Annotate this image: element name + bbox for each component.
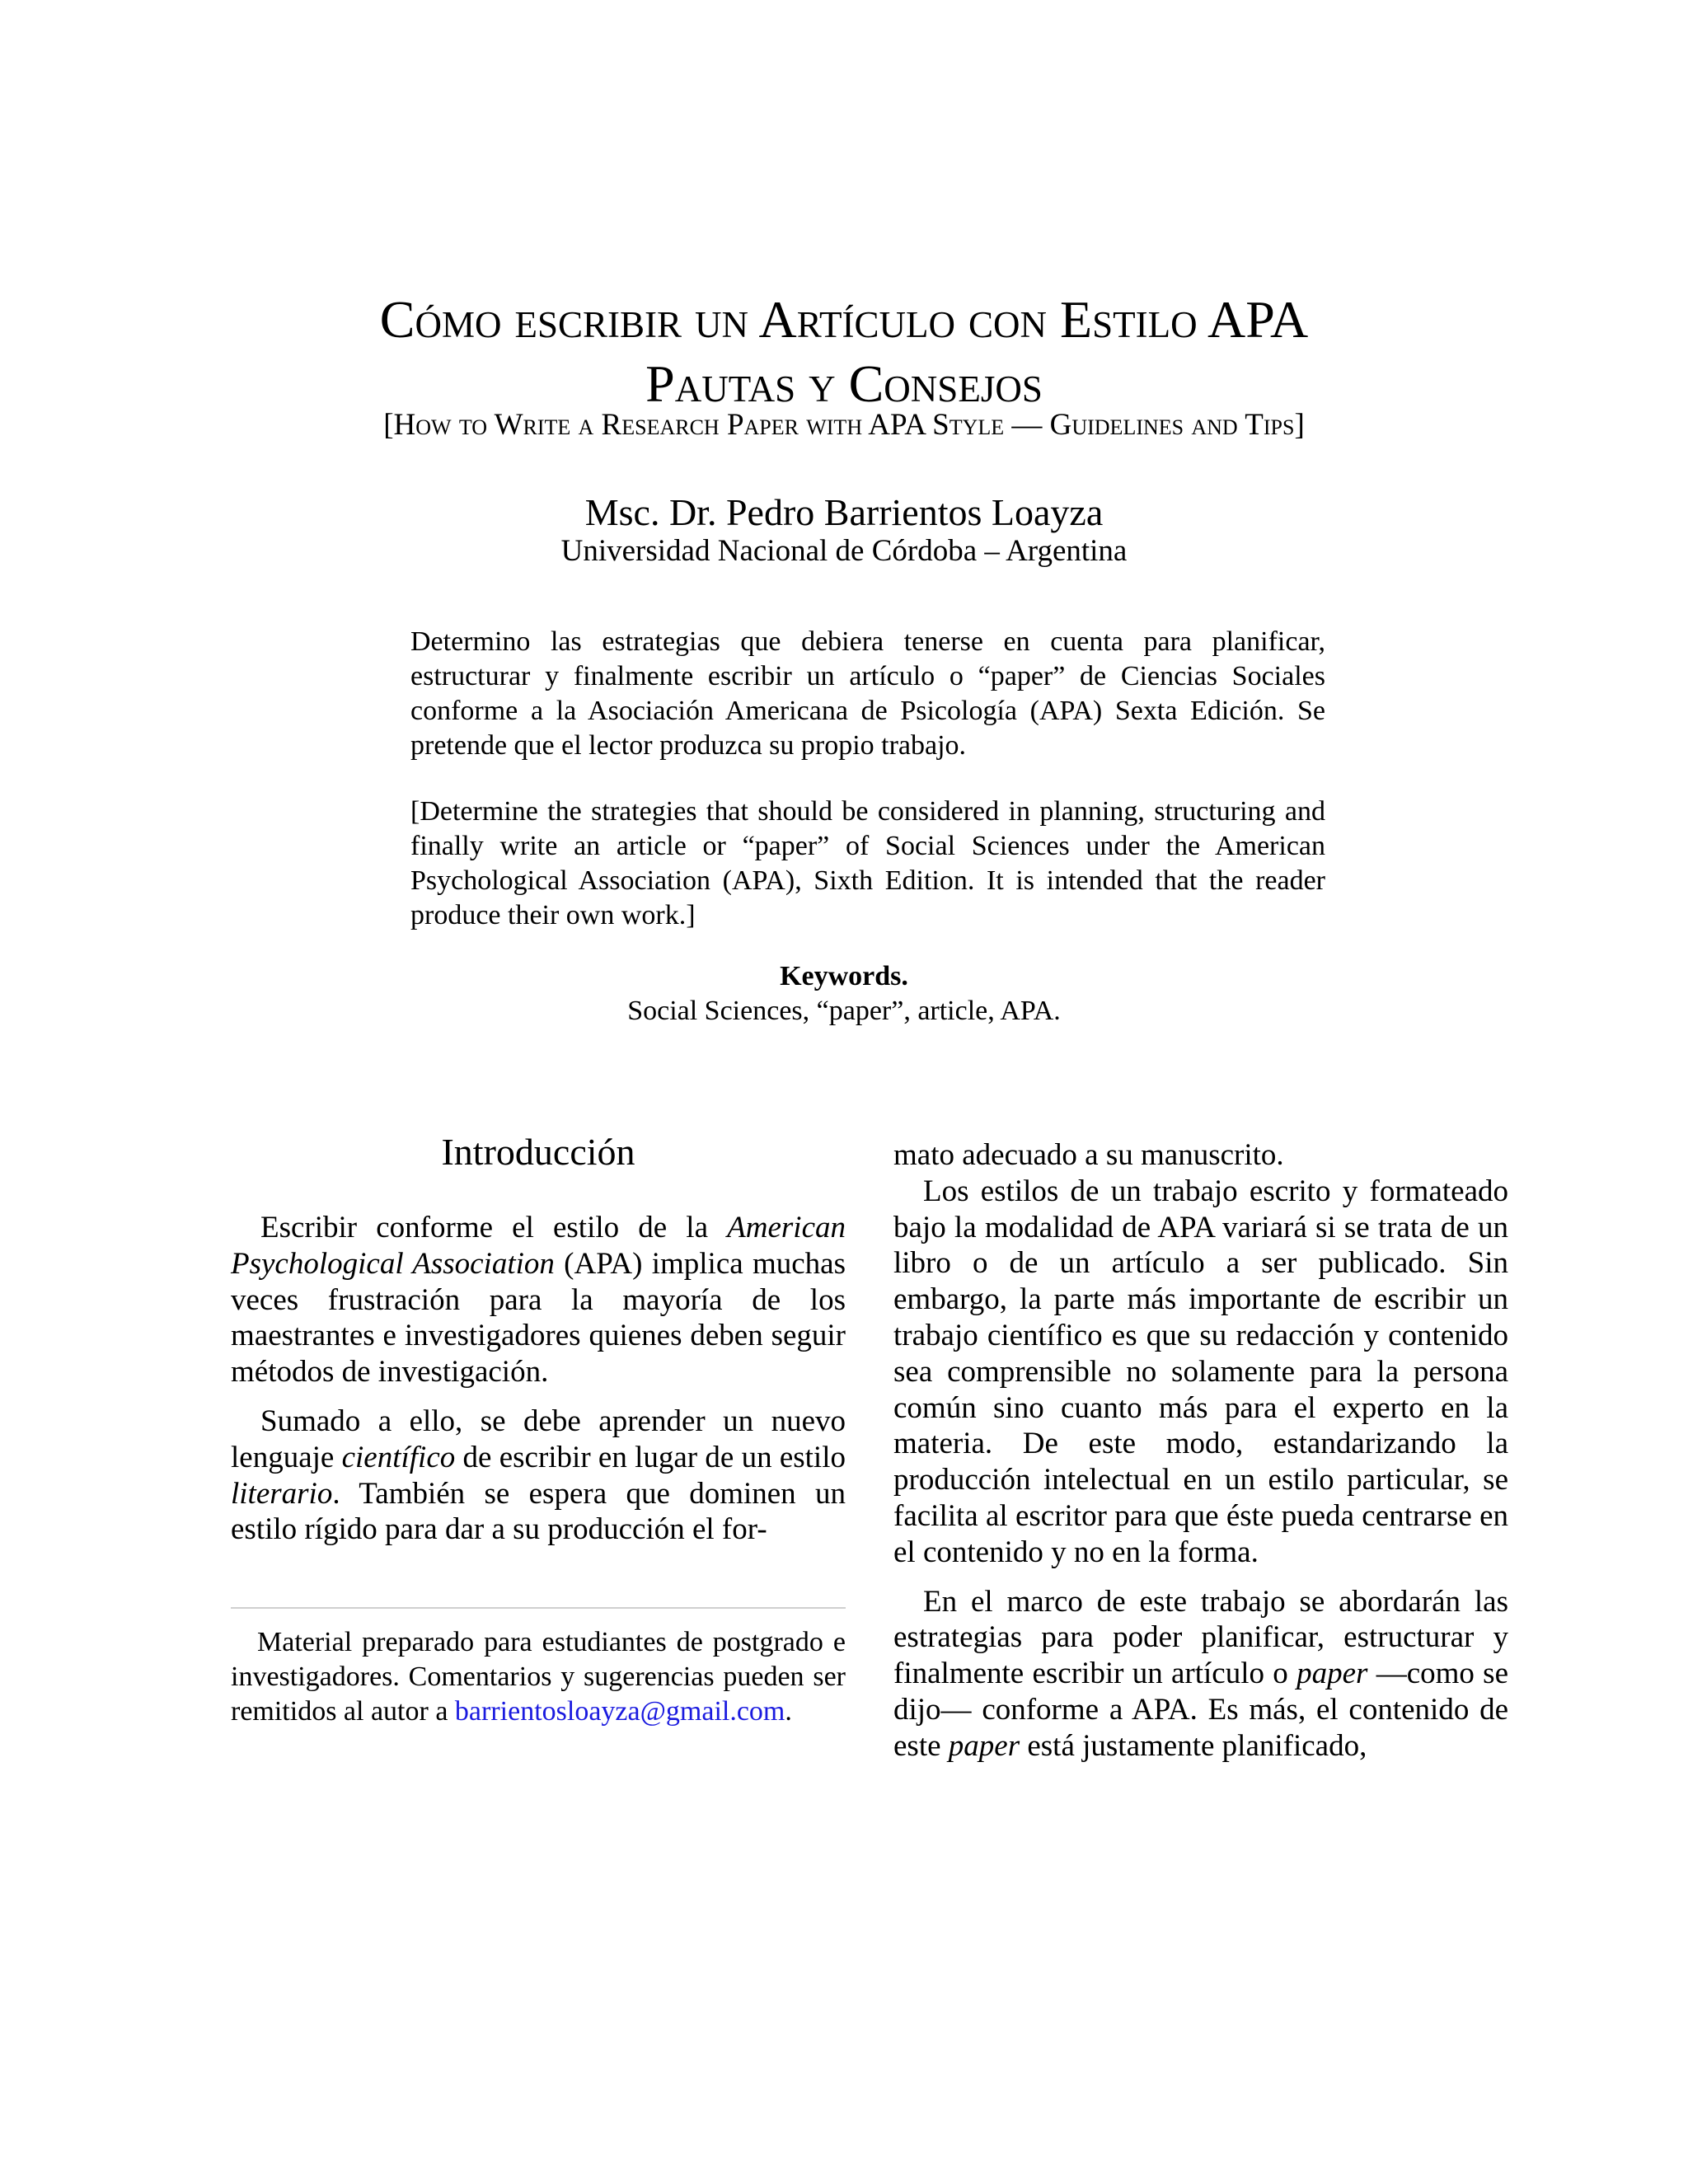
abstract-spanish: Determino las estrategias que debiera tenerse en cuenta para planificar, estructurar y finalmente escribir un artículo o “paper” de Ciencias Sociales conforme a la Asociación Americana de Psicología (APA) Sexta Edición. Se pretende que el lector produzca su propio trabajo. bbox=[410, 626, 1325, 761]
footnote-rule bbox=[231, 1607, 846, 1609]
footnote-end: . bbox=[785, 1696, 792, 1727]
text-run: (APA) implica muchas veces frustración para la mayoría de los maestrantes e investigadores quienes deben seguir métodos de investigación. bbox=[231, 1246, 846, 1390]
text-run: de escribir en lugar de un estilo bbox=[455, 1440, 846, 1474]
intro-paragraph-2 bbox=[231, 1404, 846, 1548]
italic-run: paper bbox=[1296, 1657, 1368, 1691]
author-affiliation: Universidad Nacional de Córdoba – Argentina bbox=[560, 534, 1128, 568]
text-run: En el marco de este trabajo se abordarán las estrategias para poder planificar, estructurar y finalmente escribir un artículo o bbox=[893, 1584, 1508, 1691]
text-run: Escribir conforme el estilo de la bbox=[260, 1211, 728, 1244]
paper-title: Cómo escribir un Artículo con Estilo APA bbox=[379, 290, 1309, 349]
intro-paragraph-4 bbox=[893, 1584, 1508, 1765]
footnote-text: Material preparado para estudiantes de postgrado e investigadores. Comentarios y sugerencias pueden ser remitidos al autor a bbox=[231, 1627, 846, 1727]
author-email-link[interactable]: barrientosloayza@gmail.com bbox=[454, 1696, 785, 1727]
italic-run: científico bbox=[341, 1440, 456, 1474]
paper-subtitle: Pautas y Consejos bbox=[645, 354, 1043, 413]
italic-run: American Psychological Association bbox=[231, 1211, 846, 1281]
text-run: está justamente planificado, bbox=[1020, 1728, 1367, 1763]
text-run: Sumado a ello, se debe aprender un nuevo lenguaje bbox=[231, 1404, 846, 1474]
abstract-english: [Determine the strategies that should be considered in planning, structuring and finally write an article or “paper” of Social Sciences under the American Psychological Association (APA), Sixth Edition. It is intended that the reader produce their own work.] bbox=[410, 796, 1325, 930]
right-column bbox=[893, 1137, 1508, 1765]
keywords-text: Social Sciences, “paper”, article, APA. bbox=[627, 996, 1061, 1026]
italic-run: literario bbox=[231, 1476, 333, 1511]
text-run: —como se dijo— conforme a APA. Es más, el contenido de este bbox=[893, 1657, 1508, 1763]
left-column bbox=[231, 1210, 846, 1548]
footnote bbox=[231, 1625, 846, 1729]
intro-paragraph-1 bbox=[231, 1210, 846, 1390]
intro-paragraph-3: Los estilos de un trabajo escrito y formateado bajo la modalidad de APA variará si se trata de un libro o de un artículo a ser publicado. Sin embargo, la parte más importante de escribir un trabajo científico es que su redacción y contenido sea comprensible no solamente para la persona común sino cuanto más para el experto en la materia. De este modo, estandarizando la producción intelectual en un estilo particular, se facilita al escritor para que éste pueda centrarse en el contenido y no en la forma. bbox=[893, 1174, 1508, 1569]
keywords-label: Keywords. bbox=[780, 961, 908, 991]
section-heading-introduccion: Introducción bbox=[441, 1131, 635, 1173]
text-run: . También se espera que dominen un estilo rígido para dar a su producción el for- bbox=[231, 1476, 846, 1547]
italic-run: paper bbox=[948, 1728, 1020, 1763]
intro-paragraph-continued: mato adecuado a su manuscrito. bbox=[893, 1138, 1284, 1172]
author-name: Msc. Dr. Pedro Barrientos Loayza bbox=[584, 491, 1104, 533]
paper-title-translation: [How to Write a Research Paper with APA Style — Guidelines and Tips] bbox=[383, 408, 1305, 442]
